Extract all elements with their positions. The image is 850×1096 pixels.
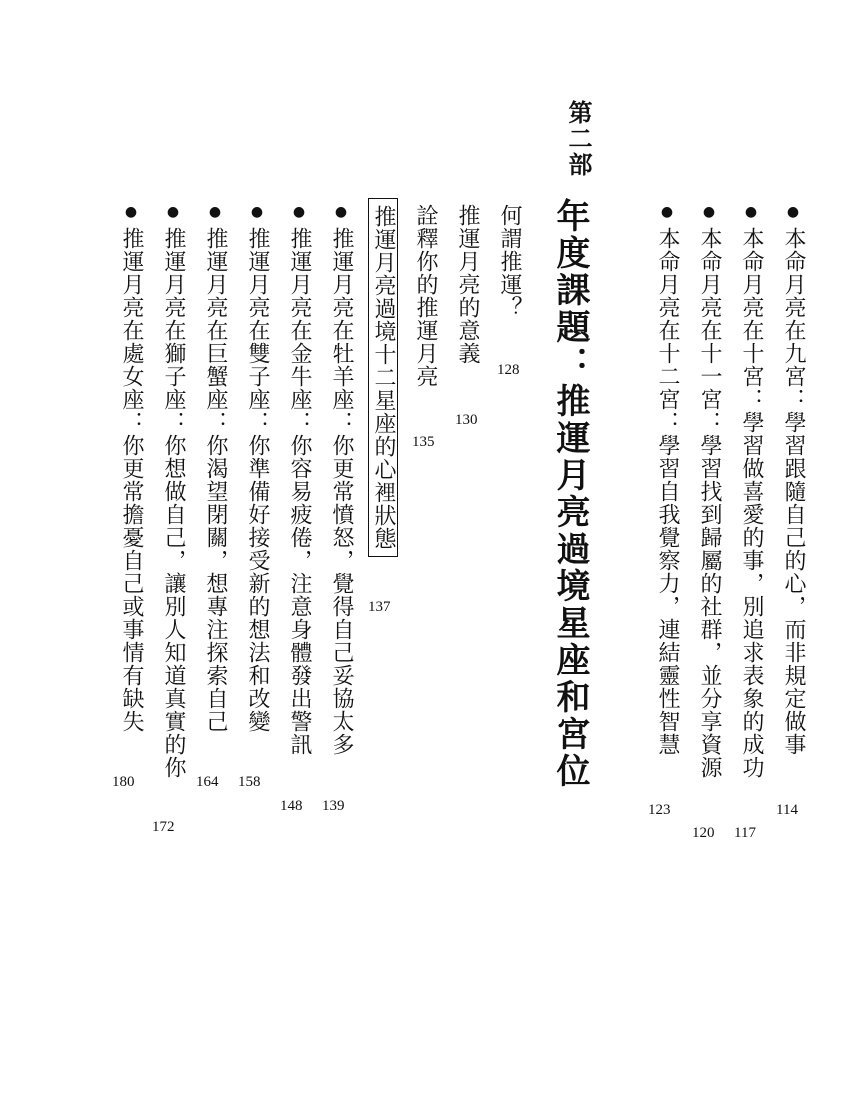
toc-entry-house-12: ●本命月亮在十二宮：學習自我覺察力，連結靈性智慧 bbox=[655, 204, 680, 756]
toc-section-interpret: 詮釋你的推運月亮 bbox=[413, 204, 438, 388]
toc-entry-aries: ●推運月亮在牡羊座：你更常憤怒，覺得自己妥協太多 bbox=[329, 204, 354, 756]
toc-entry-virgo: ●推運月亮在處女座：你更常擔憂自己或事情有缺失 bbox=[119, 204, 144, 733]
toc-entry-gemini: ●推運月亮在雙子座：你準備好接受新的想法和改變 bbox=[245, 204, 270, 733]
toc-entry-house-11: ●本命月亮在十一宮：學習找到歸屬的社群，並分享資源 bbox=[697, 204, 722, 779]
page-number: 123 bbox=[648, 802, 671, 818]
page-number: 117 bbox=[734, 825, 756, 841]
toc-entry-cancer: ●推運月亮在巨蟹座：你渴望閉關，想專注探索自己 bbox=[203, 204, 228, 733]
page-number: 164 bbox=[196, 774, 219, 790]
bullet-icon: ● bbox=[291, 204, 307, 221]
page-number: 158 bbox=[238, 774, 261, 790]
toc-entry-taurus: ●推運月亮在金牛座：你容易疲倦，注意身體發出警訊 bbox=[287, 204, 312, 756]
page-number: 148 bbox=[280, 798, 303, 814]
page-number: 135 bbox=[412, 434, 435, 450]
toc-section-what-is-progression: 何謂推運？ bbox=[497, 204, 522, 319]
part-title: 年度課題：推運月亮過境星座和宮位 bbox=[550, 198, 590, 790]
page-number: 130 bbox=[455, 412, 478, 428]
toc-entry-house-10: ●本命月亮在十宮：學習做喜愛的事，別追求表象的成功 bbox=[739, 204, 764, 779]
toc-entry-house-9: ●本命月亮在九宮：學習跟隨自己的心，而非規定做事 bbox=[781, 204, 806, 756]
bullet-icon: ● bbox=[701, 204, 717, 221]
part-label: 第二部 bbox=[564, 100, 593, 178]
bullet-icon: ● bbox=[249, 204, 265, 221]
page-number: 139 bbox=[322, 798, 345, 814]
bullet-icon: ● bbox=[659, 204, 675, 221]
bullet-icon: ● bbox=[333, 204, 349, 221]
page-number: 180 bbox=[112, 774, 135, 790]
bullet-icon: ● bbox=[207, 204, 223, 221]
bullet-icon: ● bbox=[785, 204, 801, 221]
page-number: 120 bbox=[692, 825, 715, 841]
toc-section-meaning: 推運月亮的意義 bbox=[455, 204, 480, 365]
toc-boxed-heading: 推運月亮過境十二星座的心裡狀態 bbox=[368, 198, 398, 557]
page-number: 172 bbox=[152, 819, 175, 835]
bullet-icon: ● bbox=[123, 204, 139, 221]
page-number: 137 bbox=[368, 599, 391, 615]
page-number: 114 bbox=[776, 802, 798, 818]
bullet-icon: ● bbox=[743, 204, 759, 221]
bullet-icon: ● bbox=[165, 204, 181, 221]
toc-entry-leo: ●推運月亮在獅子座：你想做自己，讓別人知道真實的你 bbox=[161, 204, 186, 779]
page-number: 128 bbox=[497, 362, 520, 378]
